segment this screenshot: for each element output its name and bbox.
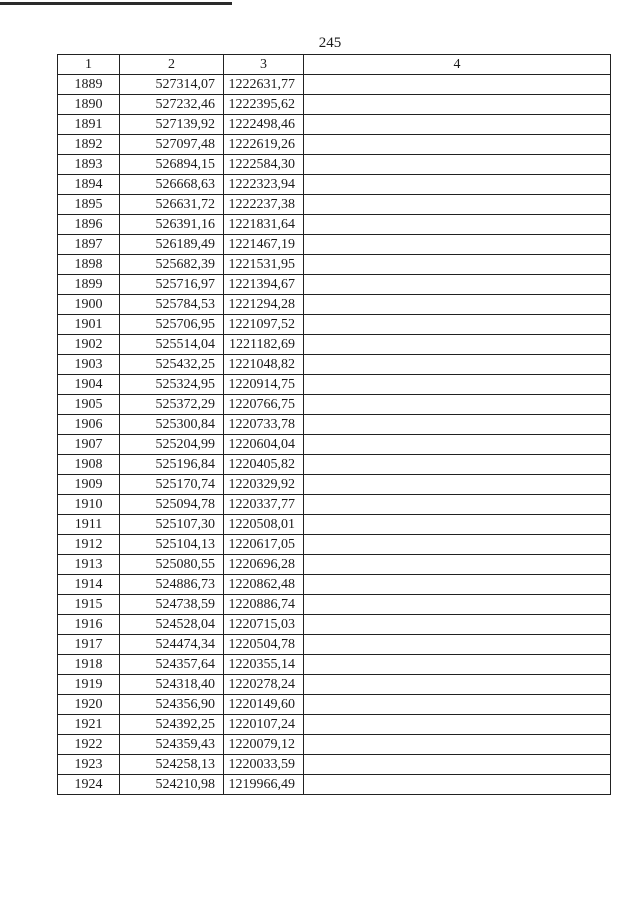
cell-notes bbox=[304, 595, 611, 615]
table-row bbox=[58, 155, 611, 175]
cell-notes bbox=[304, 715, 611, 735]
cell-coord-y: 1220508,01 bbox=[224, 515, 304, 535]
table-row bbox=[58, 395, 611, 415]
cell-coord-x: 525170,74 bbox=[120, 475, 224, 495]
table-row bbox=[58, 555, 611, 575]
cell-coord-x: 527314,07 bbox=[120, 75, 224, 95]
cell-notes bbox=[304, 135, 611, 155]
cell-coord-x: 527232,46 bbox=[120, 95, 224, 115]
cell-point-number: 1920 bbox=[58, 695, 120, 715]
table-row bbox=[58, 495, 611, 515]
cell-point-number: 1903 bbox=[58, 355, 120, 375]
cell-coord-y: 1222619,26 bbox=[224, 135, 304, 155]
cell-coord-y: 1219966,49 bbox=[224, 775, 304, 795]
cell-coord-x: 524357,64 bbox=[120, 655, 224, 675]
table-row bbox=[58, 95, 611, 115]
cell-coord-y: 1220733,78 bbox=[224, 415, 304, 435]
table-row bbox=[58, 775, 611, 795]
cell-coord-x: 524258,13 bbox=[120, 755, 224, 775]
cell-coord-y: 1221531,95 bbox=[224, 255, 304, 275]
cell-point-number: 1923 bbox=[58, 755, 120, 775]
cell-notes bbox=[304, 535, 611, 555]
cell-coord-y: 1220033,59 bbox=[224, 755, 304, 775]
table-row bbox=[58, 655, 611, 675]
cell-point-number: 1900 bbox=[58, 295, 120, 315]
cell-coord-y: 1220715,03 bbox=[224, 615, 304, 635]
cell-coord-x: 525080,55 bbox=[120, 555, 224, 575]
cell-coord-y: 1222237,38 bbox=[224, 195, 304, 215]
cell-coord-x: 527097,48 bbox=[120, 135, 224, 155]
cell-point-number: 1902 bbox=[58, 335, 120, 355]
cell-coord-y: 1221048,82 bbox=[224, 355, 304, 375]
page-number: 245 bbox=[318, 35, 342, 51]
cell-coord-x: 524528,04 bbox=[120, 615, 224, 635]
cell-coord-y: 1220278,24 bbox=[224, 675, 304, 695]
cell-notes bbox=[304, 615, 611, 635]
table-row bbox=[58, 355, 611, 375]
cell-point-number: 1898 bbox=[58, 255, 120, 275]
cell-notes bbox=[304, 575, 611, 595]
table-row bbox=[58, 455, 611, 475]
cell-point-number: 1897 bbox=[58, 235, 120, 255]
cell-coord-x: 525432,25 bbox=[120, 355, 224, 375]
cell-coord-x: 525372,29 bbox=[120, 395, 224, 415]
table-row bbox=[58, 315, 611, 335]
cell-coord-y: 1221394,67 bbox=[224, 275, 304, 295]
cell-coord-y: 1222498,46 bbox=[224, 115, 304, 135]
cell-coord-y: 1220617,05 bbox=[224, 535, 304, 555]
cell-point-number: 1899 bbox=[58, 275, 120, 295]
table-row bbox=[58, 135, 611, 155]
cell-coord-x: 525300,84 bbox=[120, 415, 224, 435]
cell-coord-y: 1220405,82 bbox=[224, 455, 304, 475]
cell-coord-y: 1220766,75 bbox=[224, 395, 304, 415]
cell-coord-y: 1220862,48 bbox=[224, 575, 304, 595]
top-rule bbox=[0, 2, 232, 5]
table-row bbox=[58, 635, 611, 655]
header-col-1: 1 bbox=[58, 55, 120, 75]
cell-coord-y: 1221182,69 bbox=[224, 335, 304, 355]
cell-coord-y: 1220337,77 bbox=[224, 495, 304, 515]
cell-notes bbox=[304, 155, 611, 175]
cell-point-number: 1908 bbox=[58, 455, 120, 475]
cell-notes bbox=[304, 75, 611, 95]
cell-coord-y: 1222631,77 bbox=[224, 75, 304, 95]
cell-coord-x: 525682,39 bbox=[120, 255, 224, 275]
table-row bbox=[58, 195, 611, 215]
cell-point-number: 1910 bbox=[58, 495, 120, 515]
cell-coord-x: 524356,90 bbox=[120, 695, 224, 715]
cell-point-number: 1922 bbox=[58, 735, 120, 755]
cell-coord-x: 525514,04 bbox=[120, 335, 224, 355]
cell-point-number: 1896 bbox=[58, 215, 120, 235]
cell-coord-x: 524886,73 bbox=[120, 575, 224, 595]
header-row bbox=[58, 55, 611, 75]
cell-point-number: 1919 bbox=[58, 675, 120, 695]
table-row bbox=[58, 275, 611, 295]
cell-point-number: 1892 bbox=[58, 135, 120, 155]
table-row bbox=[58, 575, 611, 595]
cell-notes bbox=[304, 495, 611, 515]
table-row bbox=[58, 735, 611, 755]
cell-coord-x: 525204,99 bbox=[120, 435, 224, 455]
cell-point-number: 1904 bbox=[58, 375, 120, 395]
cell-coord-y: 1220914,75 bbox=[224, 375, 304, 395]
cell-coord-x: 525196,84 bbox=[120, 455, 224, 475]
cell-coord-y: 1222395,62 bbox=[224, 95, 304, 115]
cell-coord-y: 1222323,94 bbox=[224, 175, 304, 195]
cell-coord-x: 525784,53 bbox=[120, 295, 224, 315]
cell-coord-x: 524359,43 bbox=[120, 735, 224, 755]
cell-coord-x: 526391,16 bbox=[120, 215, 224, 235]
cell-coord-y: 1220604,04 bbox=[224, 435, 304, 455]
table-body bbox=[58, 75, 611, 795]
cell-point-number: 1909 bbox=[58, 475, 120, 495]
table-row bbox=[58, 335, 611, 355]
cell-notes bbox=[304, 475, 611, 495]
cell-notes bbox=[304, 655, 611, 675]
table-row bbox=[58, 375, 611, 395]
cell-notes bbox=[304, 635, 611, 655]
header-col-4: 4 bbox=[304, 55, 611, 75]
table-row bbox=[58, 415, 611, 435]
cell-coord-y: 1220149,60 bbox=[224, 695, 304, 715]
cell-coord-x: 526668,63 bbox=[120, 175, 224, 195]
cell-coord-y: 1220696,28 bbox=[224, 555, 304, 575]
cell-notes bbox=[304, 295, 611, 315]
cell-coord-y: 1220329,92 bbox=[224, 475, 304, 495]
cell-coord-y: 1221831,64 bbox=[224, 215, 304, 235]
table-row bbox=[58, 755, 611, 775]
cell-point-number: 1917 bbox=[58, 635, 120, 655]
table-row bbox=[58, 215, 611, 235]
cell-point-number: 1895 bbox=[58, 195, 120, 215]
cell-point-number: 1891 bbox=[58, 115, 120, 135]
cell-point-number: 1924 bbox=[58, 775, 120, 795]
cell-coord-x: 526894,15 bbox=[120, 155, 224, 175]
cell-coord-y: 1220079,12 bbox=[224, 735, 304, 755]
cell-coord-y: 1220886,74 bbox=[224, 595, 304, 615]
table-row bbox=[58, 115, 611, 135]
cell-notes bbox=[304, 435, 611, 455]
table-row bbox=[58, 235, 611, 255]
table-header bbox=[58, 55, 611, 75]
cell-coord-y: 1221467,19 bbox=[224, 235, 304, 255]
table-row bbox=[58, 675, 611, 695]
cell-notes bbox=[304, 335, 611, 355]
cell-point-number: 1907 bbox=[58, 435, 120, 455]
cell-point-number: 1911 bbox=[58, 515, 120, 535]
cell-coord-x: 525107,30 bbox=[120, 515, 224, 535]
cell-coord-x: 524318,40 bbox=[120, 675, 224, 695]
table-row bbox=[58, 475, 611, 495]
cell-notes bbox=[304, 755, 611, 775]
table-row bbox=[58, 435, 611, 455]
cell-notes bbox=[304, 215, 611, 235]
table-row bbox=[58, 255, 611, 275]
cell-point-number: 1893 bbox=[58, 155, 120, 175]
cell-coord-y: 1220504,78 bbox=[224, 635, 304, 655]
table-row bbox=[58, 75, 611, 95]
table-row bbox=[58, 715, 611, 735]
cell-coord-x: 524210,98 bbox=[120, 775, 224, 795]
cell-point-number: 1916 bbox=[58, 615, 120, 635]
cell-coord-x: 524392,25 bbox=[120, 715, 224, 735]
cell-coord-x: 525104,13 bbox=[120, 535, 224, 555]
cell-point-number: 1913 bbox=[58, 555, 120, 575]
header-col-3: 3 bbox=[224, 55, 304, 75]
cell-notes bbox=[304, 695, 611, 715]
table-row bbox=[58, 535, 611, 555]
table-row bbox=[58, 695, 611, 715]
cell-point-number: 1905 bbox=[58, 395, 120, 415]
cell-notes bbox=[304, 735, 611, 755]
cell-coord-x: 526631,72 bbox=[120, 195, 224, 215]
cell-coord-x: 527139,92 bbox=[120, 115, 224, 135]
cell-point-number: 1901 bbox=[58, 315, 120, 335]
cell-notes bbox=[304, 375, 611, 395]
cell-coord-x: 524474,34 bbox=[120, 635, 224, 655]
cell-notes bbox=[304, 355, 611, 375]
table-row bbox=[58, 595, 611, 615]
cell-notes bbox=[304, 515, 611, 535]
header-col-2: 2 bbox=[120, 55, 224, 75]
cell-notes bbox=[304, 275, 611, 295]
cell-notes bbox=[304, 555, 611, 575]
table-row bbox=[58, 515, 611, 535]
cell-coord-y: 1221097,52 bbox=[224, 315, 304, 335]
cell-notes bbox=[304, 235, 611, 255]
cell-notes bbox=[304, 315, 611, 335]
cell-point-number: 1915 bbox=[58, 595, 120, 615]
cell-coord-x: 525706,95 bbox=[120, 315, 224, 335]
cell-notes bbox=[304, 395, 611, 415]
cell-notes bbox=[304, 775, 611, 795]
cell-coord-x: 526189,49 bbox=[120, 235, 224, 255]
cell-notes bbox=[304, 415, 611, 435]
cell-point-number: 1894 bbox=[58, 175, 120, 195]
cell-notes bbox=[304, 255, 611, 275]
cell-point-number: 1921 bbox=[58, 715, 120, 735]
cell-coord-y: 1220107,24 bbox=[224, 715, 304, 735]
coordinates-table bbox=[57, 54, 611, 795]
table-row bbox=[58, 615, 611, 635]
cell-notes bbox=[304, 455, 611, 475]
cell-notes bbox=[304, 95, 611, 115]
cell-coord-x: 525094,78 bbox=[120, 495, 224, 515]
cell-notes bbox=[304, 175, 611, 195]
cell-notes bbox=[304, 675, 611, 695]
cell-coord-x: 525324,95 bbox=[120, 375, 224, 395]
cell-point-number: 1890 bbox=[58, 95, 120, 115]
cell-notes bbox=[304, 115, 611, 135]
cell-point-number: 1918 bbox=[58, 655, 120, 675]
cell-coord-y: 1221294,28 bbox=[224, 295, 304, 315]
cell-point-number: 1914 bbox=[58, 575, 120, 595]
table-row bbox=[58, 295, 611, 315]
cell-coord-x: 524738,59 bbox=[120, 595, 224, 615]
cell-coord-x: 525716,97 bbox=[120, 275, 224, 295]
cell-point-number: 1889 bbox=[58, 75, 120, 95]
cell-point-number: 1912 bbox=[58, 535, 120, 555]
cell-coord-y: 1222584,30 bbox=[224, 155, 304, 175]
cell-point-number: 1906 bbox=[58, 415, 120, 435]
cell-coord-y: 1220355,14 bbox=[224, 655, 304, 675]
table-row bbox=[58, 175, 611, 195]
cell-notes bbox=[304, 195, 611, 215]
